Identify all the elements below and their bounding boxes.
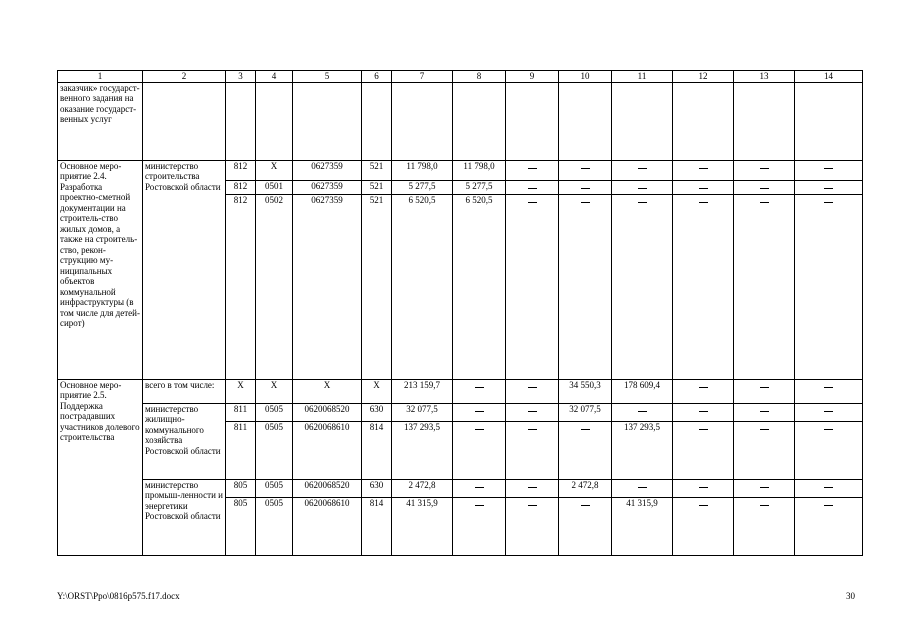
amount-col10: 2 472,8: [559, 479, 612, 497]
section-code: 0501: [256, 180, 293, 194]
amount-col10: 32 077,5: [559, 403, 612, 421]
amount-total: 6 520,5: [392, 194, 453, 379]
dash: [699, 381, 708, 388]
table-row: [58, 379, 863, 403]
section-code: 0502: [256, 194, 293, 379]
column-number: 4: [256, 71, 293, 83]
dash: [760, 381, 769, 388]
dash: [824, 196, 833, 203]
grbs-code: 811: [226, 403, 256, 421]
dash: [824, 405, 833, 412]
amount-col11: 178 609,4: [612, 379, 673, 403]
dash: [638, 196, 647, 203]
target-code: 0627359: [293, 180, 362, 194]
dash: [760, 405, 769, 412]
grbs-code: 812: [226, 194, 256, 379]
column-number: 5: [293, 71, 362, 83]
amount-total: 213 159,7: [392, 379, 453, 403]
measure-name: Основное меро-приятие 2.4. Разработка проектно-сметной документации на строитель-ство жилых домов, а также на строитель-ство, рекон-струкцию му-ниципальных объектов коммунальной инфраструктуры (в том числе для детей-сирот): [58, 160, 143, 379]
dash: [581, 162, 590, 169]
expense-type: 630: [362, 403, 392, 421]
dash: [760, 182, 769, 189]
dash: [475, 423, 484, 430]
amount-col8: 6 520,5: [453, 194, 506, 379]
column-number: 11: [612, 71, 673, 83]
footer-file-path: Y:\ORST\Ppo\0816p575.f17.docx: [57, 591, 180, 601]
expense-type: 814: [362, 497, 392, 555]
amount-total: 41 315,9: [392, 497, 453, 555]
measure-name: Основное меро-приятие 2.5. Поддержка пострадавших участников долевого строительства: [58, 379, 143, 555]
measure-name: заказчик» государст-венного задания на оказание государст-венных услуг: [58, 82, 143, 160]
dash: [581, 182, 590, 189]
executor-name: министерство строительства Ростовской области: [143, 160, 226, 379]
dash: [760, 423, 769, 430]
target-code: 0620068610: [293, 421, 362, 479]
dash: [475, 481, 484, 488]
target-code: X: [293, 379, 362, 403]
dash: [528, 481, 537, 488]
dash: [638, 481, 647, 488]
expense-type: 630: [362, 479, 392, 497]
section-code: 0505: [256, 421, 293, 479]
dash: [760, 481, 769, 488]
dash: [699, 499, 708, 506]
dash: [528, 499, 537, 506]
amount-col8: 11 798,0: [453, 160, 506, 180]
column-number: 7: [392, 71, 453, 83]
expense-type: X: [362, 379, 392, 403]
amount-total: 5 277,5: [392, 180, 453, 194]
dash: [528, 196, 537, 203]
table-row: [58, 403, 863, 421]
column-number: 8: [453, 71, 506, 83]
dash: [528, 162, 537, 169]
column-number: 3: [226, 71, 256, 83]
dash: [581, 423, 590, 430]
column-number: 6: [362, 71, 392, 83]
dash: [699, 196, 708, 203]
document-table: [57, 70, 863, 556]
grbs-code: X: [226, 379, 256, 403]
dash: [528, 405, 537, 412]
dash: [528, 381, 537, 388]
dash: [638, 405, 647, 412]
target-code: 0627359: [293, 160, 362, 180]
target-code: 0627359: [293, 194, 362, 379]
dash: [699, 182, 708, 189]
dash: [638, 182, 647, 189]
dash: [475, 499, 484, 506]
executor-name: всего в том числе:: [143, 379, 226, 403]
dash: [760, 196, 769, 203]
section-code: X: [256, 160, 293, 180]
dash: [528, 182, 537, 189]
dash: [475, 405, 484, 412]
dash: [760, 162, 769, 169]
expense-type: 521: [362, 160, 392, 180]
column-number: 12: [673, 71, 734, 83]
amount-col11: 137 293,5: [612, 421, 673, 479]
section-code: 0505: [256, 479, 293, 497]
dash: [824, 182, 833, 189]
amount-total: 11 798,0: [392, 160, 453, 180]
grbs-code: 805: [226, 497, 256, 555]
dash: [824, 162, 833, 169]
column-number: 1: [58, 71, 143, 83]
dash: [475, 381, 484, 388]
column-number: 14: [795, 71, 863, 83]
section-code: 0505: [256, 497, 293, 555]
amount-total: 2 472,8: [392, 479, 453, 497]
dash: [581, 499, 590, 506]
amount-col10: 34 550,3: [559, 379, 612, 403]
page-number: 30: [846, 591, 855, 601]
section-code: X: [256, 379, 293, 403]
dash: [699, 481, 708, 488]
dash: [824, 499, 833, 506]
column-number: 13: [734, 71, 795, 83]
dash: [699, 423, 708, 430]
expense-type: 814: [362, 421, 392, 479]
grbs-code: 812: [226, 180, 256, 194]
dash: [824, 381, 833, 388]
expense-type: 521: [362, 194, 392, 379]
executor-name: министерство жилищно-коммунального хозяйства Ростовской области: [143, 403, 226, 479]
grbs-code: 812: [226, 160, 256, 180]
dash: [760, 499, 769, 506]
column-number: 2: [143, 71, 226, 83]
amount-total: 137 293,5: [392, 421, 453, 479]
dash: [638, 162, 647, 169]
table-row: [58, 479, 863, 497]
dash: [699, 405, 708, 412]
table-row: [58, 160, 863, 180]
column-number-header: [58, 71, 863, 83]
dash: [581, 196, 590, 203]
column-number: 10: [559, 71, 612, 83]
dash: [528, 423, 537, 430]
executor-name: министерство промыш-ленности и энергетики Ростовской области: [143, 479, 226, 555]
dash: [699, 162, 708, 169]
amount-col11: 41 315,9: [612, 497, 673, 555]
expense-type: 521: [362, 180, 392, 194]
dash: [824, 423, 833, 430]
table-row: [58, 82, 863, 160]
amount-total: 32 077,5: [392, 403, 453, 421]
target-code: 0620068520: [293, 479, 362, 497]
section-code: 0505: [256, 403, 293, 421]
grbs-code: 811: [226, 421, 256, 479]
column-number: 9: [506, 71, 559, 83]
amount-col8: 5 277,5: [453, 180, 506, 194]
dash: [824, 481, 833, 488]
target-code: 0620068520: [293, 403, 362, 421]
grbs-code: 805: [226, 479, 256, 497]
target-code: 0620068610: [293, 497, 362, 555]
